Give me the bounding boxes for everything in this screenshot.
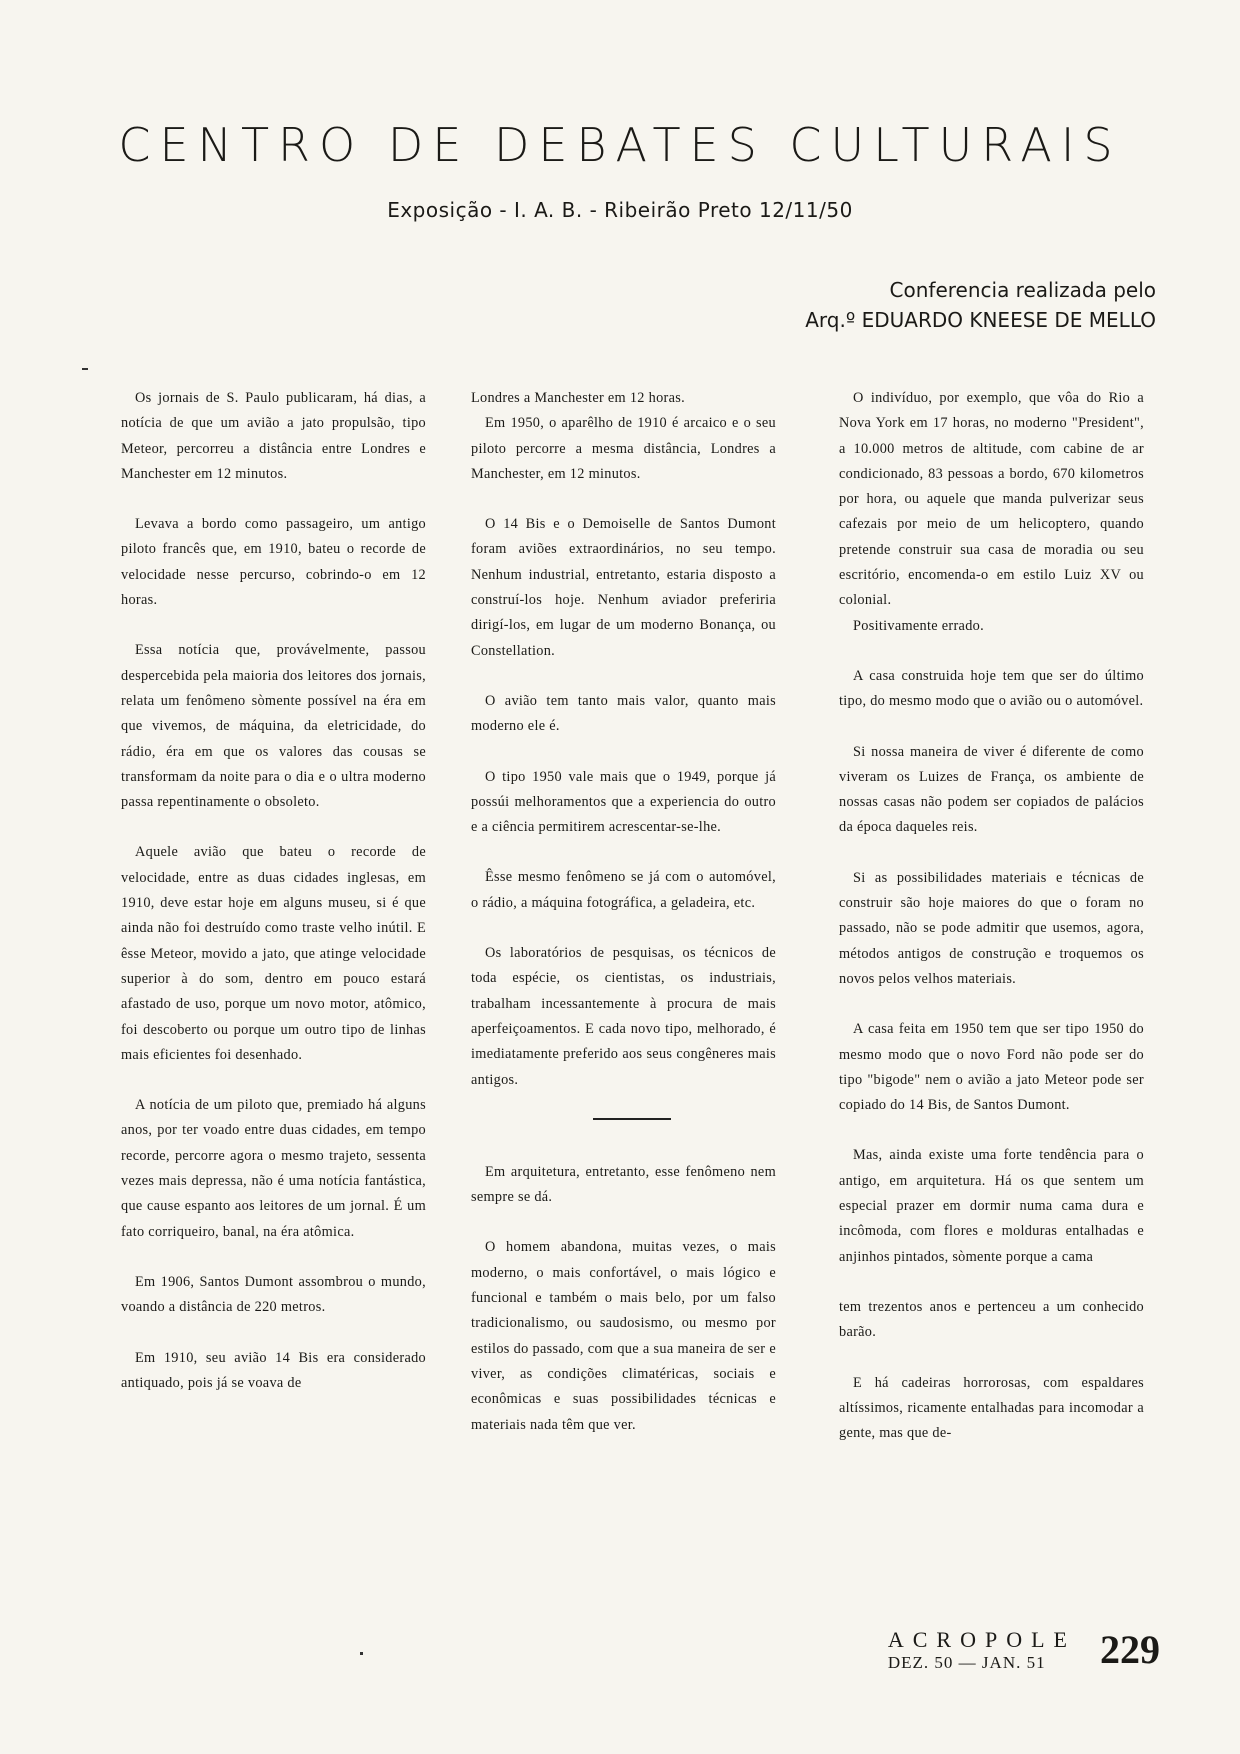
paragraph: O avião tem tanto mais valor, quanto mais moderno ele é. bbox=[471, 692, 776, 735]
issue-date: DEZ. 50 — JAN. 51 bbox=[887, 1653, 1046, 1672]
paragraph: A casa feita em 1950 tem que ser tipo 1950 do mesmo modo que o novo Ford não pode ser do tipo "bigode" nem o avião a jato Meteor pode ser copiado do 14 Bis, de Santos Dumont. bbox=[839, 1021, 1144, 1114]
paragraph: Êsse mesmo fenômeno se já com o automóvel, o rádio, a máquina fotográfica, a geladeira, etc. bbox=[471, 869, 776, 911]
paragraph: E há cadeiras horrorosas, com espaldares altíssimos, ricamente entalhadas para incomodar a gente, mas que de- bbox=[839, 1374, 1144, 1442]
paragraph: Londres a Manchester em 12 horas. bbox=[471, 390, 685, 406]
magazine-info bbox=[888, 1628, 1076, 1674]
paragraph: Essa notícia que, provávelmente, passou despercebida pela maioria dos leitores dos jornais, relata um fenômeno sòmente possível na éra em que vivemos, de máquina, da eletricidade, do rádio, éra em que os valores das cousas se transformam da noite para o dia e o ultra moderno passa repentinamente o obsoleto. bbox=[121, 642, 426, 811]
paragraph: Os laboratórios de pesquisas, os técnicos de toda espécie, os cientistas, os industriais, trabalham incessantemente à procura de mais aperfeiçoamentos. E cada novo tipo, melhorado, é imediatamente preferido aos seus congêneres mais antigos. bbox=[471, 945, 776, 1088]
author-byline bbox=[805, 275, 1156, 335]
paragraph: O homem abandona, muitas vezes, o mais moderno, o mais confortável, o mais lógico e funcional e também o mais belo, por um falso tradicionalismo, ou saudosismo, ou mesmo por estilos do passado, com que a sua maneira de ser e viver, as condições climatéricas, sociais e econômicas e suas possibilidades técnicas e materiais nada têm que ver. bbox=[471, 1239, 776, 1433]
paragraph: Em 1950, o aparêlho de 1910 é arcaico e o seu piloto percorre a mesma distância, Londres a Manchester, em 12 minutos. bbox=[471, 415, 776, 482]
paragraph: A notícia de um piloto que, premiado há alguns anos, por ter voado entre duas cidades, em tempo recorde, percorre agora o mesmo trajeto, sessenta vezes mais depressa, não é uma notícia fantástica, que cause espanto aos leitores de um jornal. É um fato corriqueiro, banal, na éra atômica. bbox=[121, 1097, 426, 1240]
paragraph: O tipo 1950 vale mais que o 1949, porque já possúi melhoramentos que a experiencia do outro e a ciência permitirem acrescentar-se-lhe. bbox=[471, 768, 776, 836]
paragraph: Positivamente errado. bbox=[853, 617, 984, 634]
paragraph: Aquele avião que bateu o recorde de velocidade, entre as duas cidades inglesas, em 1910, deve estar hoje em alguns museu, si é que ainda não foi destruído como traste velho inútil. E êsse Meteor, movido a jato, que atinge velocidade superior à do som, dentro em pouco estará afastado de uso, porque um novo motor, atômico, foi descoberto ou porque um outro tipo de linhas mais eficientes foi desenhado. bbox=[121, 844, 426, 1063]
text-column-3 bbox=[839, 386, 1144, 1471]
text-column-2 bbox=[471, 386, 776, 1463]
print-speck bbox=[360, 1652, 363, 1655]
paragraph: Em 1906, Santos Dumont assombrou o mundo, voando a distância de 220 metros. bbox=[121, 1273, 426, 1316]
section-divider bbox=[593, 1118, 671, 1120]
paragraph: O 14 Bis e o Demoiselle de Santos Dumont foram aviões extraordinários, no seu tempo. Nenhum industrial, entretanto, estaria disposto a construí-los hoje. Nenhum aviador preferiria dirigí-los, em lugar de um moderno Bonança, ou Constellation. bbox=[471, 516, 776, 659]
article-title: CENTRO DE DEBATES CULTURAIS bbox=[118, 118, 1122, 172]
print-speck bbox=[82, 368, 88, 370]
paragraph: tem trezentos anos e pertenceu a um conhecido barão. bbox=[839, 1298, 1144, 1341]
paragraph: Si nossa maneira de viver é diferente de como viveram os Luizes de França, os ambiente de nossas casas não podem ser copiados de palácios da época daqueles reis. bbox=[839, 743, 1144, 836]
paragraph: Levava a bordo como passageiro, um antigo piloto francês que, em 1910, bateu o recorde de velocidade nesse percurso, cobrindo-o em 12 horas. bbox=[121, 516, 426, 609]
paragraph: A casa construida hoje tem que ser do último tipo, do mesmo modo que o avião ou o automóvel. bbox=[839, 667, 1144, 710]
paragraph: Em 1910, seu avião 14 Bis era considerado antiquado, pois já se voava de bbox=[121, 1349, 426, 1391]
page-number: 229 bbox=[1100, 1627, 1160, 1672]
paragraph: Em arquitetura, entretanto, esse fenômeno nem sempre se dá. bbox=[471, 1163, 776, 1206]
article-subtitle: Exposição - I. A. B. - Ribeirão Preto 12/11/50 bbox=[387, 198, 853, 222]
paragraph: Os jornais de S. Paulo publicaram, há dias, a notícia de que um avião a jato propulsão, tipo Meteor, percorreu a distância entre Londres e Manchester em 12 minutos. bbox=[121, 390, 426, 482]
magazine-name: ACROPOLE bbox=[887, 1627, 1076, 1652]
paragraph: Si as possibilidades materiais e técnicas de construir são hoje maiores do que o foram no passado, não se pode admitir que usemos, agora, métodos antigos de construção e troquemos os novos pelos velhos materiais. bbox=[839, 869, 1144, 987]
paragraph: Mas, ainda existe uma forte tendência para o antigo, em arquitetura. Há os que sentem um especial prazer em dormir numa cama dura e incômoda, com flores e molduras entalhadas e anjinhos pintados, sòmente porque a cama bbox=[839, 1147, 1144, 1265]
page-footer bbox=[888, 1628, 1160, 1674]
byline-line-1: Conferencia realizada pelo bbox=[889, 278, 1156, 302]
paragraph: O indivíduo, por exemplo, que vôa do Rio a Nova York em 17 horas, no moderno "President", a 10.000 metros de altitude, com cabine de ar condicionado, 83 pessoas a bordo, 670 kilometros por hora, ou aquele que manda pulverizar seus cafezais por meio de um helicoptero, quando pretende construir sua casa de moradia ou seu escritório, encomenda-o em estilo Luiz XV ou colonial. bbox=[839, 390, 1144, 609]
byline-line-2: Arq.º EDUARDO KNEESE DE MELLO bbox=[805, 308, 1156, 332]
text-column-1 bbox=[121, 386, 426, 1421]
